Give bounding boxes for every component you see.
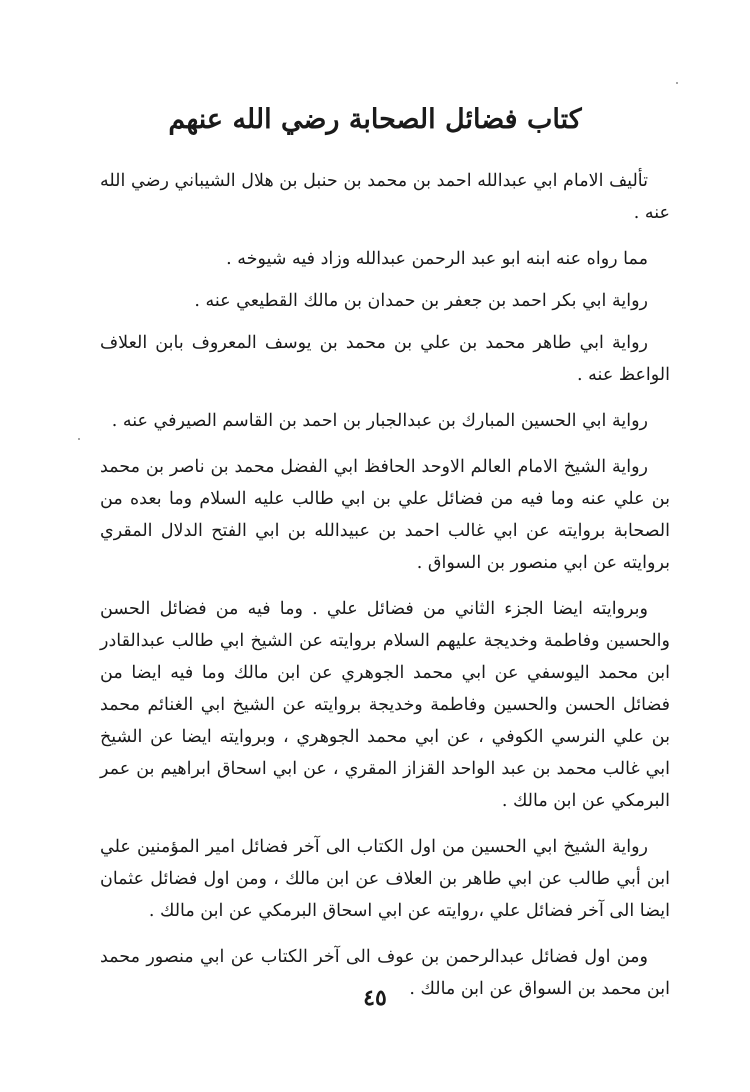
paragraph-abd-al-rahman: ومن اول فضائل عبدالرحمن بن عوف الى آخر الكتاب عن ابي منصور محمد ابن محمد بن السواق عن ابن مالك . (100, 947, 670, 999)
scan-speck (676, 82, 678, 84)
paragraph-narration-qatii: رواية ابي بكر احمد بن جعفر بن حمدان بن مالك القطيعي عنه . (194, 291, 648, 311)
paragraph-abu-al-husayn: رواية الشيخ ابي الحسين من اول الكتاب الى آخر فضائل امير المؤمنين علي ابن أبي طالب عن ابي طاهر بن العلاف عن ابن مالك ، ومن اول فضائل عثمان ايضا الى آخر فضائل علي ،روايته عن ابي اسحاق البرمكي عن ابن مالك . (100, 837, 670, 921)
body-text (100, 165, 670, 1019)
page-number: ٤٥ (363, 985, 387, 1011)
paragraph-narration-allaf: رواية ابي طاهر محمد بن علي بن محمد بن يوسف المعروف بابن العلاف الواعظ عنه . (100, 333, 670, 385)
paragraph-author: تأليف الامام ابي عبدالله احمد بن محمد بن حنبل بن هلال الشيباني رضي الله عنه . (100, 171, 670, 223)
paragraph-narration-sayrafi: رواية ابي الحسين المبارك بن عبدالجبار بن احمد بن القاسم الصيرفي عنه . (111, 411, 648, 431)
paragraph-narration-ibn-nasir: رواية الشيخ الامام العالم الاوحد الحافظ ابي الفضل محمد بن ناصر بن محمد بن علي عنه وما فيه من فضائل علي بن ابي طالب عليه السلام وما بعده من الصحابة بروايته عن ابي غالب احمد بن عبيدالله بن ابي الفتح الدلال المقري بروايته عن ابي منصور بن السواق . (100, 457, 670, 573)
page-title: كتاب فضائل الصحابة رضي الله عنهم (168, 104, 582, 135)
paragraph-second-part: وبروايته ايضا الجزء الثاني من فضائل علي . وما فيه من فضائل الحسن والحسين وفاطمة وخديجة عليهم السلام بروايته عن الشيخ ابي طالب عبدالقادر ابن محمد اليوسفي عن ابي محمد الجوهري عن ابن مالك وما فيه ايضا من فضائل الحسن والحسين وفاطمة وخديجة بروايته عن الشيخ ابي الغنائم محمد بن علي النرسي الكوفي ، عن ابي محمد الجوهري ، وبروايته ايضا عن الشيخ ابي غالب محمد بن عبد الواحد القزاز المقري ، عن ابي اسحاق ابراهيم بن عمر البرمكي عن ابن مالك . (100, 599, 670, 811)
paragraph-narration-son: مما رواه عنه ابنه ابو عبد الرحمن عبدالله وزاد فيه شيوخه . (226, 249, 648, 269)
scan-speck (78, 438, 80, 440)
